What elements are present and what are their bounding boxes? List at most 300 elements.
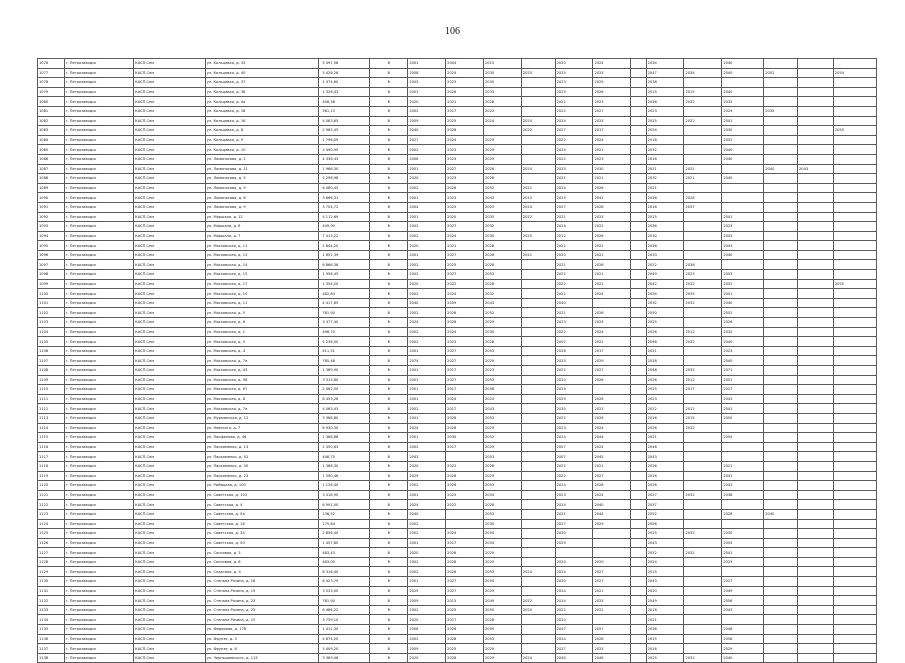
table-row bbox=[38, 97, 877, 107]
table-cell: б bbox=[370, 596, 408, 606]
table-cell: 2027 bbox=[593, 366, 631, 376]
table-cell: 2040 bbox=[722, 154, 764, 164]
table-cell: 2032 bbox=[722, 97, 764, 107]
table-cell bbox=[833, 615, 876, 625]
table-cell: 2022 bbox=[555, 279, 593, 289]
table-row bbox=[38, 538, 877, 548]
table-cell: 2025 bbox=[593, 212, 631, 222]
table-cell: 2024 bbox=[646, 557, 684, 567]
table-cell: 2030 bbox=[484, 519, 522, 529]
table-cell: 3 533,00 bbox=[319, 586, 370, 596]
table-row bbox=[38, 164, 877, 174]
table-cell bbox=[764, 423, 798, 433]
table-cell: КАСП.Сем bbox=[134, 644, 206, 654]
table-cell: 2056 bbox=[722, 596, 764, 606]
table-cell: б bbox=[370, 298, 408, 308]
table-cell bbox=[764, 586, 798, 596]
table-cell: 2044 bbox=[593, 433, 631, 443]
table-cell: КАСП.Сем bbox=[134, 423, 206, 433]
table-cell: 2046 bbox=[646, 442, 684, 452]
table-cell: 2024 bbox=[555, 634, 593, 644]
table-cell bbox=[833, 97, 876, 107]
table-cell: б bbox=[370, 135, 408, 145]
table-cell: 2024 bbox=[593, 423, 631, 433]
table-cell: 2049 bbox=[646, 596, 684, 606]
table-cell: 761,90 bbox=[319, 308, 370, 318]
table-cell: г. Петрозаводск bbox=[64, 375, 134, 385]
table-cell: г. Петрозаводск bbox=[64, 68, 134, 78]
table-cell: г. Петрозаводск bbox=[64, 433, 134, 443]
table-cell: б bbox=[370, 433, 408, 443]
table-cell: 2071 bbox=[722, 366, 764, 376]
table-cell bbox=[722, 519, 764, 529]
table-cell bbox=[631, 500, 646, 510]
table-cell: 2025 bbox=[555, 87, 593, 97]
table-cell: ул. Кольцевая, д. 40 bbox=[205, 68, 319, 78]
table-cell: 1106 bbox=[38, 346, 65, 356]
table-cell bbox=[521, 481, 555, 491]
table-cell: 2028 bbox=[684, 193, 722, 203]
table-cell: 2024 bbox=[408, 318, 446, 328]
table-cell: 2015 bbox=[684, 413, 722, 423]
table-cell bbox=[684, 318, 722, 328]
table-cell: 1090 bbox=[38, 193, 65, 203]
table-cell bbox=[631, 231, 646, 241]
table-cell: 2024 bbox=[593, 442, 631, 452]
table-row bbox=[38, 212, 877, 222]
table-cell: 2043 bbox=[484, 298, 522, 308]
table-cell bbox=[798, 404, 834, 414]
table-cell bbox=[798, 241, 834, 251]
table-cell bbox=[631, 279, 646, 289]
table-cell: б bbox=[370, 356, 408, 366]
table-cell bbox=[521, 106, 555, 116]
table-cell: г. Петрозаводск bbox=[64, 250, 134, 260]
table-cell: 2049 bbox=[484, 596, 522, 606]
table-cell: 2026 bbox=[593, 231, 631, 241]
table-cell bbox=[521, 413, 555, 423]
table-cell: г. Петрозаводск bbox=[64, 212, 134, 222]
table-cell: 2020 bbox=[555, 59, 593, 69]
table-cell bbox=[684, 625, 722, 635]
table-row bbox=[38, 548, 877, 558]
table-cell: 2030 bbox=[722, 126, 764, 136]
table-cell: 2023 bbox=[646, 106, 684, 116]
table-cell: 2009 bbox=[408, 116, 446, 126]
table-cell: ул. Рыбацкая, д. 100 bbox=[205, 481, 319, 491]
table-cell: 1101 bbox=[38, 298, 65, 308]
table-cell bbox=[833, 193, 876, 203]
table-cell: 2023 bbox=[555, 423, 593, 433]
table-cell: 2026 bbox=[593, 375, 631, 385]
table-cell bbox=[764, 490, 798, 500]
table-cell bbox=[684, 145, 722, 155]
table-cell: 2015 bbox=[646, 87, 684, 97]
table-cell: б bbox=[370, 289, 408, 299]
table-cell: 2024 bbox=[555, 183, 593, 193]
table-cell: г. Петрозаводск bbox=[64, 500, 134, 510]
table-cell: 2026 bbox=[555, 346, 593, 356]
table-row bbox=[38, 471, 877, 481]
table-cell bbox=[684, 346, 722, 356]
table-cell: КАСП.Сем bbox=[134, 68, 206, 78]
table-cell: г. Петрозаводск bbox=[64, 557, 134, 567]
table-cell: 1078 bbox=[38, 78, 65, 88]
table-cell: 3 477,40 bbox=[319, 318, 370, 328]
table-cell bbox=[521, 404, 555, 414]
table-cell: ул. Кольцевая, д. 10 bbox=[205, 145, 319, 155]
table-row bbox=[38, 116, 877, 126]
table-cell: г. Петрозаводск bbox=[64, 135, 134, 145]
table-cell: 2021 bbox=[521, 183, 555, 193]
table-cell: 2034 bbox=[646, 59, 684, 69]
table-cell: 2026 bbox=[484, 164, 522, 174]
table-cell: ул. Степана Разина, д. 19 bbox=[205, 586, 319, 596]
table-cell: 2001 bbox=[408, 413, 446, 423]
table-cell: 2035 bbox=[684, 289, 722, 299]
table-cell: г. Петрозаводск bbox=[64, 509, 134, 519]
table-cell: 2043 bbox=[484, 193, 522, 203]
table-cell: 2040 bbox=[722, 653, 764, 663]
table-cell: 2015 bbox=[521, 193, 555, 203]
table-cell bbox=[798, 250, 834, 260]
table-cell: 2002 bbox=[408, 404, 446, 414]
table-cell: 2041 bbox=[722, 116, 764, 126]
table-cell: 2042 bbox=[646, 279, 684, 289]
table-cell: 2057 bbox=[646, 500, 684, 510]
table-cell: 2026 bbox=[593, 87, 631, 97]
table-cell bbox=[798, 490, 834, 500]
table-cell: б bbox=[370, 567, 408, 577]
table-cell bbox=[833, 413, 876, 423]
table-cell bbox=[798, 538, 834, 548]
table-cell: ул. Советская, д. 4 bbox=[205, 500, 319, 510]
table-cell bbox=[631, 250, 646, 260]
table-cell bbox=[684, 106, 722, 116]
table-cell bbox=[764, 126, 798, 136]
table-row bbox=[38, 490, 877, 500]
table-cell: ул. Ломоносова, д. 11 bbox=[205, 164, 319, 174]
table-cell: 4 112,69 bbox=[319, 212, 370, 222]
table-cell: 2049 bbox=[722, 586, 764, 596]
table-cell bbox=[722, 452, 764, 462]
table-cell: 2027 bbox=[446, 164, 484, 174]
table-cell: 2021 bbox=[593, 270, 631, 280]
table-cell: 2046 bbox=[646, 337, 684, 347]
table-cell: 2023 bbox=[593, 97, 631, 107]
table-cell: ул. Кольцевая, д. 16 bbox=[205, 116, 319, 126]
table-cell bbox=[798, 356, 834, 366]
table-cell: 2027 bbox=[593, 106, 631, 116]
table-row bbox=[38, 222, 877, 232]
table-cell: 1100 bbox=[38, 289, 65, 299]
table-cell: 1112 bbox=[38, 404, 65, 414]
table-cell: 1098 bbox=[38, 270, 65, 280]
table-cell bbox=[631, 615, 646, 625]
table-cell: 4 063,43 bbox=[319, 404, 370, 414]
table-cell: ул. Ломоносова, д. 2 bbox=[205, 154, 319, 164]
table-cell: КАСП.Сем bbox=[134, 433, 206, 443]
table-cell bbox=[764, 222, 798, 232]
table-cell: г. Петрозаводск bbox=[64, 145, 134, 155]
table-cell bbox=[798, 644, 834, 654]
table-cell: 2027 bbox=[446, 577, 484, 587]
table-cell bbox=[684, 222, 722, 232]
table-cell: 2053 bbox=[484, 413, 522, 423]
table-cell bbox=[593, 385, 631, 395]
table-row bbox=[38, 586, 877, 596]
table-cell: 2053 bbox=[484, 481, 522, 491]
table-cell: г. Петрозаводск bbox=[64, 126, 134, 136]
table-cell bbox=[764, 529, 798, 539]
table-row bbox=[38, 183, 877, 193]
table-cell: г. Петрозаводск bbox=[64, 97, 134, 107]
table-cell bbox=[631, 202, 646, 212]
table-cell: 2030 bbox=[646, 231, 684, 241]
table-cell: ул. Московская, д. 11 bbox=[205, 241, 319, 251]
table-cell: 2020 bbox=[521, 605, 555, 615]
table-cell: 2026 bbox=[446, 87, 484, 97]
table-cell bbox=[798, 519, 834, 529]
table-cell: 2025 bbox=[446, 116, 484, 126]
table-cell: б bbox=[370, 471, 408, 481]
table-cell: 482,84 bbox=[319, 289, 370, 299]
table-cell bbox=[684, 59, 722, 69]
table-cell: 8 316,40 bbox=[319, 567, 370, 577]
table-cell: 2030 bbox=[484, 78, 522, 88]
table-cell bbox=[521, 222, 555, 232]
table-cell: 5 426,26 bbox=[319, 68, 370, 78]
table-cell: 2027 bbox=[722, 577, 764, 587]
table-cell: 2006 bbox=[408, 625, 446, 635]
table-cell bbox=[798, 442, 834, 452]
table-cell: 2021 bbox=[555, 260, 593, 270]
table-cell bbox=[684, 452, 722, 462]
table-cell: 2024 bbox=[446, 289, 484, 299]
table-cell: г. Петрозаводск bbox=[64, 394, 134, 404]
table-cell: 2022 bbox=[555, 241, 593, 251]
table-cell: КАСП.Сем bbox=[134, 193, 206, 203]
table-cell: КАСП.Сем bbox=[134, 78, 206, 88]
table-cell: 1135 bbox=[38, 625, 65, 635]
table-cell: КАСП.Сем bbox=[134, 87, 206, 97]
table-cell: 2040 bbox=[408, 509, 446, 519]
table-cell bbox=[833, 481, 876, 491]
table-cell: 2052 bbox=[484, 183, 522, 193]
table-cell: 1111 bbox=[38, 394, 65, 404]
table-cell: 2032 bbox=[684, 529, 722, 539]
table-cell: 2054 bbox=[833, 68, 876, 78]
table-cell: 2029 bbox=[555, 538, 593, 548]
table-cell: 2041 bbox=[593, 193, 631, 203]
table-cell bbox=[764, 548, 798, 558]
table-cell: 1126 bbox=[38, 538, 65, 548]
table-cell: 2026 bbox=[446, 183, 484, 193]
table-cell: 2021 bbox=[555, 509, 593, 519]
table-cell bbox=[798, 308, 834, 318]
table-cell: 2022 bbox=[593, 250, 631, 260]
table-cell bbox=[521, 615, 555, 625]
table-cell: ул. Невского, д. 7 bbox=[205, 423, 319, 433]
table-cell: 2048 bbox=[646, 366, 684, 376]
table-cell bbox=[684, 509, 722, 519]
table-cell: 2045 bbox=[593, 452, 631, 462]
table-cell: 4 336,43 bbox=[319, 154, 370, 164]
table-cell: 2023 bbox=[446, 145, 484, 155]
table-cell: 2021 bbox=[555, 212, 593, 222]
table-cell bbox=[631, 625, 646, 635]
table-cell bbox=[833, 174, 876, 184]
table-cell bbox=[684, 634, 722, 644]
table-cell: б bbox=[370, 231, 408, 241]
table-cell: КАСП.Сем bbox=[134, 605, 206, 615]
table-cell: 1121 bbox=[38, 490, 65, 500]
table-cell: ул. Московская, д. 17 bbox=[205, 279, 319, 289]
table-cell: г. Петрозаводск bbox=[64, 337, 134, 347]
table-cell: 2040 bbox=[722, 59, 764, 69]
table-cell: 2027 bbox=[408, 135, 446, 145]
table-cell bbox=[833, 145, 876, 155]
table-cell: КАСП.Сем bbox=[134, 577, 206, 587]
table-cell: 2023 bbox=[722, 222, 764, 232]
table-cell: г. Петрозаводск bbox=[64, 298, 134, 308]
table-cell: КАСП.Сем bbox=[134, 615, 206, 625]
table-cell: г. Петрозаводск bbox=[64, 260, 134, 270]
table-cell: б bbox=[370, 116, 408, 126]
table-cell: 2032 bbox=[684, 97, 722, 107]
table-row bbox=[38, 461, 877, 471]
table-cell bbox=[833, 509, 876, 519]
table-cell bbox=[631, 183, 646, 193]
table-cell bbox=[521, 529, 555, 539]
table-cell: ул. Кольцевая, д. 1б bbox=[205, 106, 319, 116]
table-cell bbox=[631, 529, 646, 539]
table-cell bbox=[631, 394, 646, 404]
table-cell bbox=[631, 289, 646, 299]
table-cell: ул. Ломоносова, д. 5 bbox=[205, 174, 319, 184]
table-cell bbox=[446, 452, 484, 462]
table-cell bbox=[798, 385, 834, 395]
table-cell: 2053 bbox=[484, 452, 522, 462]
table-cell: 2027 bbox=[446, 270, 484, 280]
table-cell bbox=[764, 231, 798, 241]
table-cell: 2032 bbox=[484, 289, 522, 299]
table-cell: г. Петрозаводск bbox=[64, 653, 134, 663]
table-cell bbox=[764, 174, 798, 184]
table-cell: 2040 bbox=[555, 298, 593, 308]
table-cell bbox=[631, 471, 646, 481]
table-cell: 175,64 bbox=[319, 519, 370, 529]
table-cell: г. Петрозаводск bbox=[64, 87, 134, 97]
table-cell: 3 369,46 bbox=[319, 653, 370, 663]
table-cell: 1 354,20 bbox=[319, 279, 370, 289]
table-cell bbox=[833, 327, 876, 337]
table-cell: 2029 bbox=[722, 644, 764, 654]
table-cell: г. Петрозаводск bbox=[64, 270, 134, 280]
table-cell bbox=[521, 385, 555, 395]
table-cell bbox=[764, 87, 798, 97]
table-cell: 2043 bbox=[722, 481, 764, 491]
table-row bbox=[38, 337, 877, 347]
table-cell: 2053 bbox=[484, 375, 522, 385]
table-cell: 2029 bbox=[408, 471, 446, 481]
table-cell: 2035 bbox=[764, 106, 798, 116]
table-cell bbox=[684, 78, 722, 88]
table-cell: 1130 bbox=[38, 577, 65, 587]
table-cell bbox=[631, 375, 646, 385]
table-cell bbox=[833, 356, 876, 366]
table-cell: 2026 bbox=[646, 375, 684, 385]
table-cell: 2021 bbox=[593, 586, 631, 596]
table-cell bbox=[764, 318, 798, 328]
table-cell: 2016 bbox=[646, 413, 684, 423]
table-cell: 1138 bbox=[38, 653, 65, 663]
table-cell bbox=[833, 59, 876, 69]
table-cell: 2017 bbox=[593, 126, 631, 136]
table-cell: 2028 bbox=[484, 241, 522, 251]
table-cell bbox=[798, 433, 834, 443]
table-cell: ул. Ломоносова, д. 6 bbox=[205, 193, 319, 203]
table-cell bbox=[631, 586, 646, 596]
table-cell: ул. Федорова, д. 17б bbox=[205, 625, 319, 635]
table-cell: 2050 bbox=[722, 413, 764, 423]
table-cell bbox=[722, 500, 764, 510]
table-cell: 2024 bbox=[408, 423, 446, 433]
table-cell: 2031 bbox=[684, 164, 722, 174]
table-cell bbox=[631, 135, 646, 145]
table-cell: 2043 bbox=[722, 231, 764, 241]
table-cell bbox=[764, 634, 798, 644]
table-cell: 2023 bbox=[555, 356, 593, 366]
table-cell: 2032 bbox=[684, 423, 722, 433]
table-cell bbox=[798, 634, 834, 644]
table-cell: 2022 bbox=[555, 366, 593, 376]
table-cell bbox=[521, 625, 555, 635]
table-cell: 2046 bbox=[593, 653, 631, 663]
table-cell: 2024 bbox=[521, 202, 555, 212]
table-cell: 2034 bbox=[646, 289, 684, 299]
table-cell: 2029 bbox=[408, 586, 446, 596]
table-cell bbox=[798, 270, 834, 280]
table-cell: 2023 bbox=[555, 318, 593, 328]
table-cell bbox=[833, 337, 876, 347]
table-cell: 2 490,95 bbox=[319, 145, 370, 155]
table-cell: б bbox=[370, 97, 408, 107]
table-cell bbox=[684, 154, 722, 164]
table-cell: 2043 bbox=[722, 394, 764, 404]
table-cell: 2044 bbox=[555, 653, 593, 663]
table-cell: 2002 bbox=[408, 260, 446, 270]
table-cell bbox=[764, 135, 798, 145]
table-cell: 2029 bbox=[484, 548, 522, 558]
table-cell: 6 486,22 bbox=[319, 605, 370, 615]
table-cell: 2040 bbox=[722, 87, 764, 97]
table-cell: 2043 bbox=[646, 452, 684, 462]
table-cell: 2028 bbox=[593, 202, 631, 212]
table-row bbox=[38, 442, 877, 452]
table-row bbox=[38, 605, 877, 615]
table-cell bbox=[521, 298, 555, 308]
table-cell: б bbox=[370, 241, 408, 251]
table-cell bbox=[684, 135, 722, 145]
table-cell: 1137 bbox=[38, 644, 65, 654]
table-cell bbox=[631, 509, 646, 519]
table-cell: 2001 bbox=[408, 577, 446, 587]
table-cell: 2059 bbox=[484, 625, 522, 635]
table-cell bbox=[521, 346, 555, 356]
table-cell: 2023 bbox=[646, 394, 684, 404]
table-cell: 2041 bbox=[722, 404, 764, 414]
